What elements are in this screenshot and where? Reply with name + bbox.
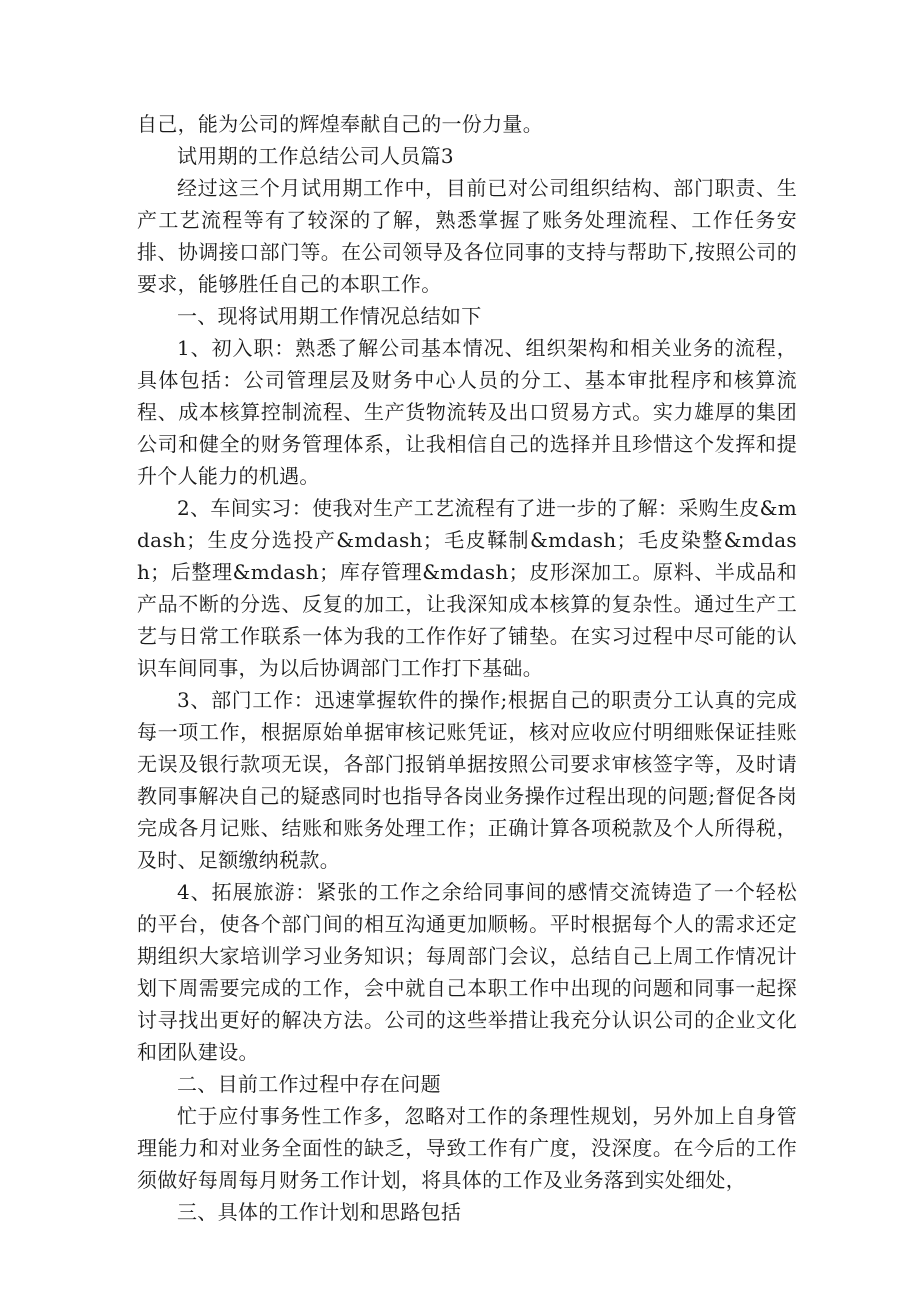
heading-problems: 二、目前工作过程中存在问题	[177, 1072, 441, 1096]
paragraph-item-2: 2、车间实习：使我对生产工艺流程有了进一步的了解：采购生皮&mdash；生皮分选投产&mdash；毛皮鞣制&mdash；毛皮染整&mdash；后整理&mdash；库存管理&mdash；皮形深加工。原料、半成品和产品不断的分选、反复的加工，让我深知成本核算的复杂性。通过生产工艺与日常工作联系一体为我的工作作好了铺垫。在实习过程中尽可能的认识车间同事，为以后协调部门工作打下基础。	[137, 496, 797, 680]
paragraph-intro: 经过这三个月试用期工作中，目前已对公司组织结构、部门职责、生产工艺流程等有了较深的了解，熟悉掌握了账务处理流程、工作任务安排、协调接口部门等。在公司领导及各位同事的支持与帮助下,按照公司的要求，能够胜任自己的本职工作。	[137, 176, 797, 296]
paragraph-continuation: 自己，能为公司的辉煌奉献自己的一份力量。	[137, 112, 543, 136]
section-title: 试用期的工作总结公司人员篇3	[177, 144, 454, 168]
paragraph-problems: 忙于应付事务性工作多，忽略对工作的条理性规划，另外加上自身管理能力和对业务全面性的缺乏，导致工作有广度，没深度。在今后的工作须做好每周每月财务工作计划，将具体的工作及业务落到实处细处，	[137, 1104, 797, 1192]
heading-plan: 三、具体的工作计划和思路包括	[177, 1200, 462, 1224]
paragraph-item-1: 1、初入职：熟悉了解公司基本情况、组织架构和相关业务的流程，具体包括：公司管理层及财务中心人员的分工、基本审批程序和核算流程、成本核算控制流程、生产货物流转及出口贸易方式。实力雄厚的集团公司和健全的财务管理体系，让我相信自己的选择并且珍惜这个发挥和提升个人能力的机遇。	[137, 336, 797, 488]
heading-summary: 一、现将试用期工作情况总结如下	[177, 304, 482, 328]
paragraph-item-4: 4、拓展旅游：紧张的工作之余给同事间的感情交流铸造了一个轻松的平台，使各个部门间的相互沟通更加顺畅。平时根据每个人的需求还定期组织大家培训学习业务知识；每周部门会议，总结自己上周工作情况计划下周需要完成的工作，会中就自己本职工作中出现的问题和同事一起探讨寻找出更好的解决方法。公司的这些举措让我充分认识公司的企业文化和团队建设。	[137, 880, 797, 1064]
document-body	[137, 108, 797, 1228]
paragraph-item-3: 3、部门工作：迅速掌握软件的操作;根据自己的职责分工认真的完成每一项工作，根据原始单据审核记账凭证，核对应收应付明细账保证挂账无误及银行款项无误，各部门报销单据按照公司要求审核签字等，及时请教同事解决自己的疑惑同时也指导各岗业务操作过程出现的问题;督促各岗完成各月记账、结账和账务处理工作；正确计算各项税款及个人所得税，及时、足额缴纳税款。	[137, 688, 797, 872]
